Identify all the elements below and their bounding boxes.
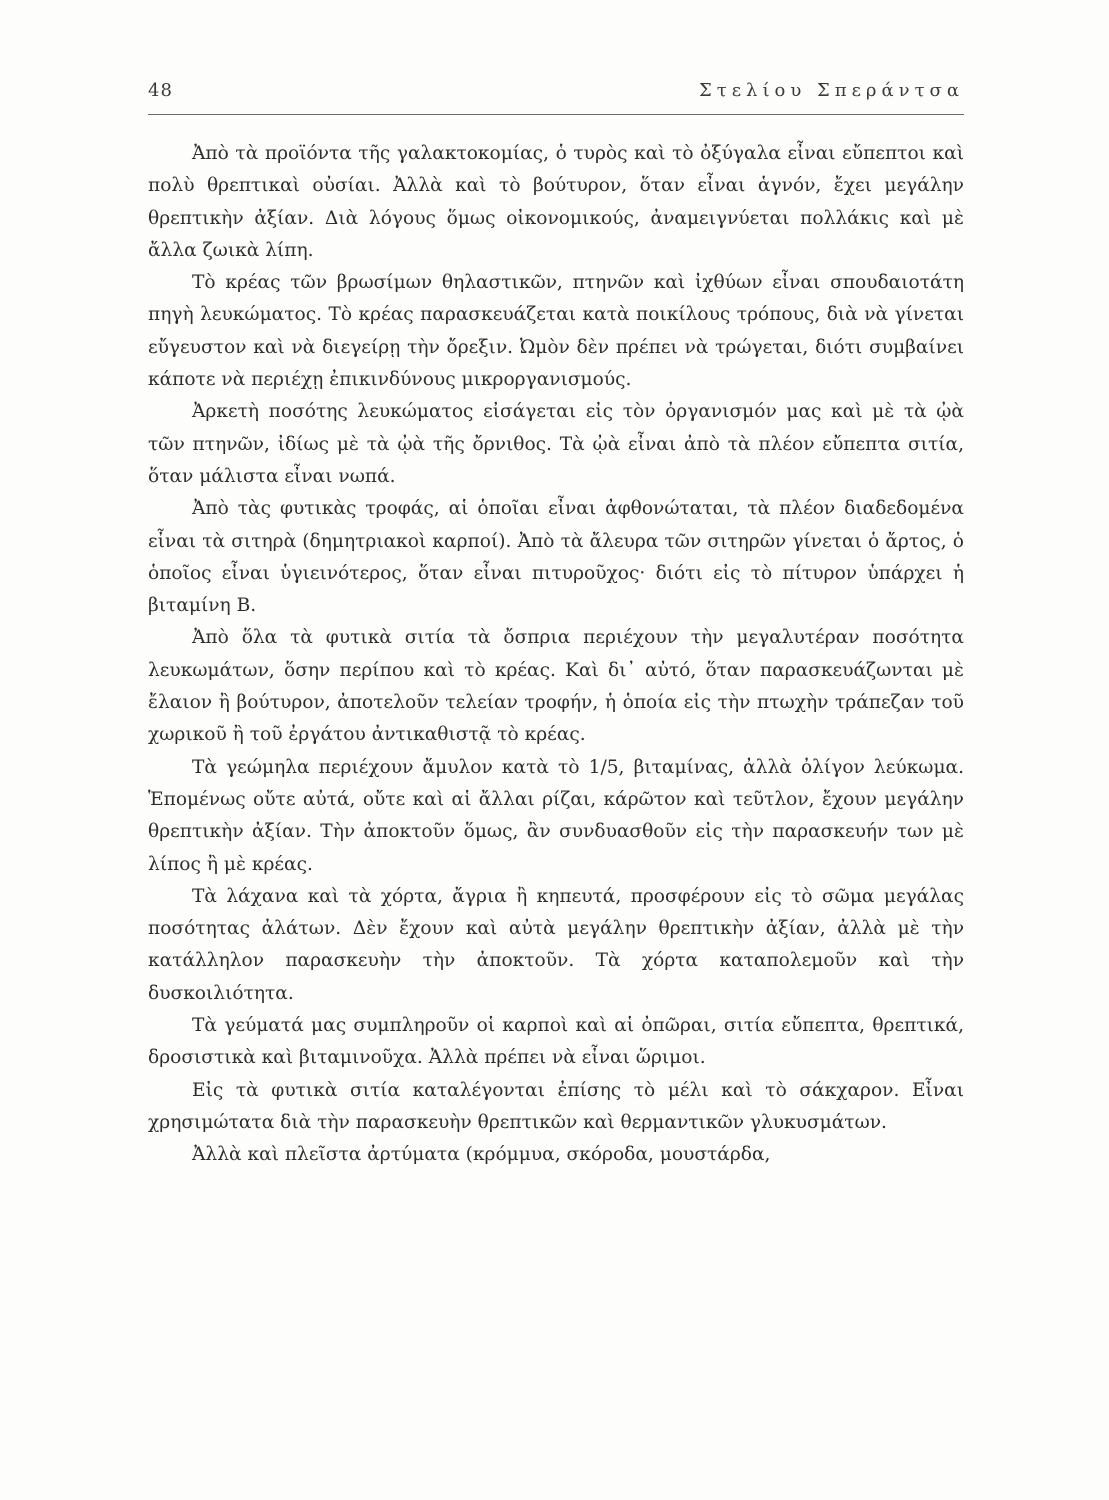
header-rule: [148, 114, 964, 115]
paragraph-condiments: Ἀλλὰ καὶ πλεῖστα ἀρτύματα (κρόμμυα, σκόροδα, μουστάρδα,: [192, 1144, 771, 1166]
page-number: 48: [148, 80, 173, 101]
body-text: [148, 138, 964, 1172]
paragraph-honey-sugar: Εἰς τὰ φυτικὰ σιτία καταλέγονται ἐπίσης τὸ μέλι καὶ τὸ σάκχαρον. Εἶναι χρησιμώτατα διὰ τὴν παρασκευὴν θρεπτικῶν καὶ θερμαντικῶν γλυκυσμάτων.: [148, 1079, 964, 1133]
paragraph-cereals-bread: Ἀπὸ τὰς φυτικὰς τροφάς, αἱ ὁποῖαι εἶναι ἀφθονώταται, τὰ πλέον διαδεδομένα εἶναι τὰ σιτηρὰ (δημητριακοὶ καρποί). Ἀπὸ τὰ ἄλευρα τῶν σιτηρῶν γίνεται ὁ ἄρτος, ὁ ὁποῖος εἶναι ὑγιεινότερος, ὅταν εἶναι πιτυροῦχος· διότι εἰς τὸ πίτυρον ὑπάρχει ἡ βιταμίνη Β.: [148, 498, 964, 617]
page-header: [148, 80, 964, 110]
paragraph-potatoes-roots: Τὰ γεώμηλα περιέχουν ἄμυλον κατὰ τὸ 1/5, βιταμίνας, ἀλλὰ ὀλίγον λεύκωμα. Ἑπομένως οὔτε αὐτά, οὔτε καὶ αἱ ἄλλαι ρίζαι, κάρῶτον καὶ τεῦτλον, ἔχουν μεγάλην θρεπτικὴν ἀξίαν. Τὴν ἀποκτοῦν ὅμως, ἂν συνδυασθοῦν εἰς τὴν παρασκευήν των μὲ λίπος ἢ μὲ κρέας.: [148, 756, 964, 875]
paragraph-legumes: Ἀπὸ ὅλα τὰ φυτικὰ σιτία τὰ ὄσπρια περιέχουν τὴν μεγαλυτέραν ποσότητα λευκωμάτων, ὅσην περίπου καὶ τὸ κρέας. Καὶ δι᾽ αὐτό, ὅταν παρασκευάζωνται μὲ ἔλαιον ἢ βούτυρον, ἀποτελοῦν τελείαν τροφήν, ἡ ὁποία εἰς τὴν πτωχὴν τράπεζαν τοῦ χωρικοῦ ἢ τοῦ ἐργάτου ἀντικαθιστᾷ τὸ κρέας.: [148, 627, 964, 746]
paragraph-eggs: Ἀρκετὴ ποσότης λευκώματος εἰσάγεται εἰς τὸν ὀργανισμόν μας καὶ μὲ τὰ ᾠὰ τῶν πτηνῶν, ἰδίως μὲ τὰ ᾠὰ τῆς ὄρνιθος. Τὰ ᾠὰ εἶναι ἀπὸ τὰ πλέον εὔπεπτα σιτία, ὅταν μάλιστα εἶναι νωπά.: [148, 401, 964, 487]
running-head: Στελίου Σπεράντσα: [699, 80, 964, 101]
paragraph-fruits: Τὰ γεύματά μας συμπληροῦν οἱ καρποὶ καὶ αἱ ὀπῶραι, σιτία εὔπεπτα, θρεπτικά, δροσιστικὰ καὶ βιταμινοῦχα. Ἀλλὰ πρέπει νὰ εἶναι ὥριμοι.: [148, 1015, 964, 1069]
paragraph-vegetables-greens: Τὰ λάχανα καὶ τὰ χόρτα, ἄγρια ἢ κηπευτά, προσφέρουν εἰς τὸ σῶμα μεγάλας ποσότητας ἀλάτων. Δὲν ἔχουν καὶ αὐτὰ μεγάλην θρεπτικὴν ἀξίαν, ἀλλὰ μὲ τὴν κατάλληλον παρασκευὴν τὴν ἀποκτοῦν. Τὰ χόρτα καταπολεμοῦν καὶ τὴν δυσκοιλιότητα.: [148, 885, 964, 1004]
paragraph-meat: Τὸ κρέας τῶν βρωσίμων θηλαστικῶν, πτηνῶν καὶ ἰχθύων εἶναι σπουδαιοτάτη πηγὴ λευκώματος. Τὸ κρέας παρασκευάζεται κατὰ ποικίλους τρόπους, διὰ νὰ γίνεται εὔγευστον καὶ νὰ διεγείρῃ τὴν ὄρεξιν. Ὠμὸν δὲν πρέπει νὰ τρώγεται, διότι συμβαίνει κάποτε νὰ περιέχῃ ἐπικινδύνους μικροργανισμούς.: [148, 272, 964, 391]
paragraph-dairy-products: Ἀπὸ τὰ προϊόντα τῆς γαλακτοκομίας, ὁ τυρὸς καὶ τὸ ὀξύγαλα εἶναι εὔπεπτοι καὶ πολὺ θρεπτικαὶ οὐσίαι. Ἀλλὰ καὶ τὸ βούτυρον, ὅταν εἶναι ἁγνόν, ἔχει μεγάλην θρεπτικὴν ἀξίαν. Διὰ λόγους ὅμως οἰκονομικούς, ἀναμειγνύεται πολλάκις καὶ μὲ ἄλλα ζωικὰ λίπη.: [148, 143, 964, 261]
